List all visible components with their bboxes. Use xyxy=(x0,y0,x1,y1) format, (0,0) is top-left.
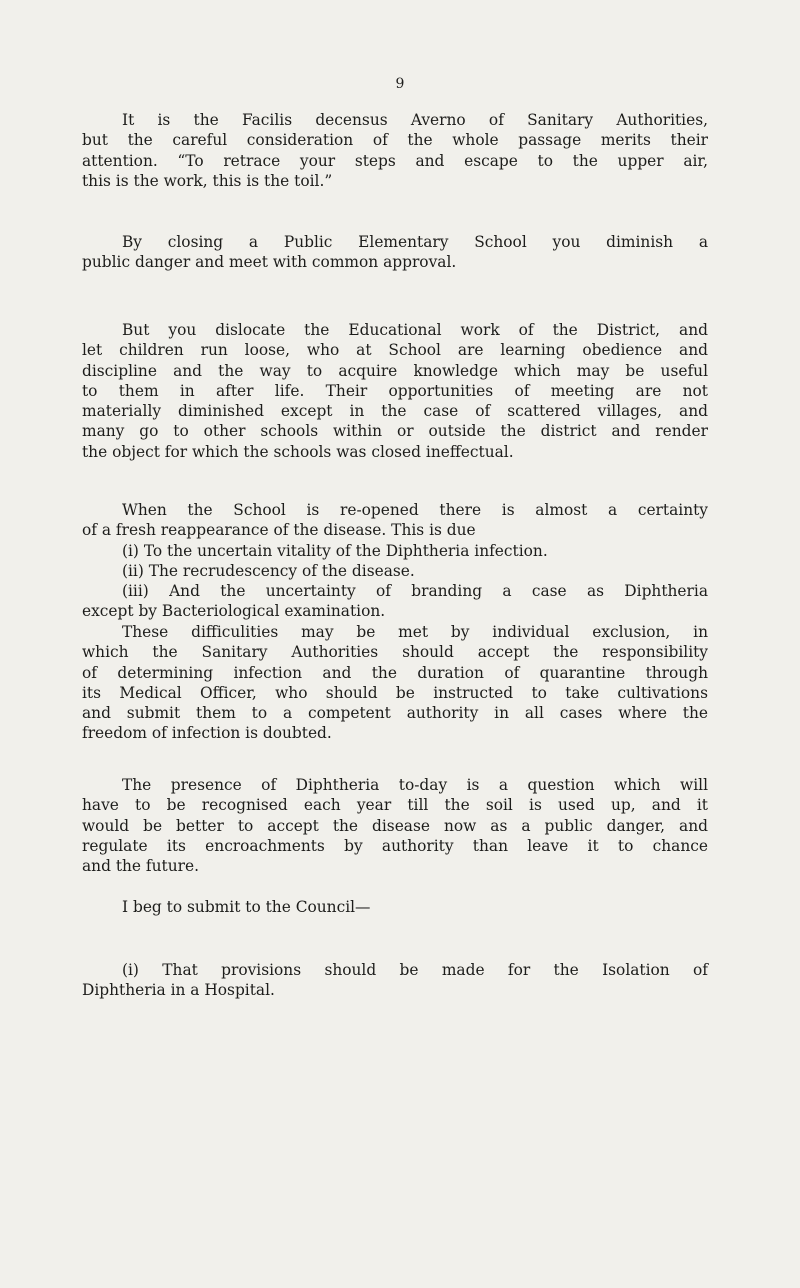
text-line: By closing a Public Elementary School you diminish a xyxy=(122,233,708,251)
list-item: (iii) And the uncertainty of branding a case as Diphtheria xyxy=(122,582,708,601)
text-line: many go to other schools within or outside the district and render xyxy=(82,422,708,441)
list-item: (ii) The recrudescency of the disease. xyxy=(122,561,415,580)
text-line: public danger and meet with common approval. xyxy=(82,253,457,272)
text-line: the object for which the schools was closed ineffectual. xyxy=(82,442,514,461)
text-line: materially diminished except in the case of scattered villages, and xyxy=(82,402,708,421)
list-item: (i) To the uncertain vitality of the Diphtheria infection. xyxy=(122,541,548,560)
text-line: attention. “To retrace your steps and escape to the upper air, xyxy=(82,151,708,170)
text-line: discipline and the way to acquire knowledge which may be useful xyxy=(82,361,708,380)
text-line: The presence of Diphtheria to-day is a question which will xyxy=(122,776,708,794)
text-line: regulate its encroachments by authority than leave it to chance xyxy=(82,836,708,855)
text-line: Diphtheria in a Hospital. xyxy=(82,981,275,1000)
paragraph-individual-exclusion xyxy=(82,622,708,744)
text-line: It is the Facilis decensus Averno of Sanitary Authorities, xyxy=(122,111,708,129)
paragraph-diphtheria-presence xyxy=(82,775,708,876)
text-line: this is the work, this is the toil.” xyxy=(82,171,333,190)
text-line: let children run loose, who at School are learning obedience and xyxy=(82,341,708,360)
text-line: except by Bacteriological examination. xyxy=(82,602,386,621)
text-line: When the School is re-opened there is almost a certainty xyxy=(122,501,708,519)
text-line: But you dislocate the Educational work of the District, and xyxy=(122,321,708,339)
paragraph-submit-council xyxy=(82,897,708,917)
text-line: of determining infection and the duration of quarantine through xyxy=(82,663,708,682)
page-number: 9 xyxy=(395,76,405,92)
text-line: which the Sanitary Authorities should accept the responsibility xyxy=(82,643,708,662)
text-line: and submit them to a competent authority in all cases where the xyxy=(82,704,708,723)
text-line: its Medical Officer, who should be instructed to take cultivations xyxy=(82,683,708,702)
text-line: and the future. xyxy=(82,857,199,876)
paragraph-dislocate-work xyxy=(82,320,708,462)
text-line: I beg to submit to the Council— xyxy=(122,898,371,916)
text-line: of a fresh reappearance of the disease. This is due xyxy=(82,521,476,540)
text-line: would be better to accept the disease now as a public danger, and xyxy=(82,816,708,835)
paragraph-facilis-decensus xyxy=(82,110,708,191)
text-line: These difficulities may be met by individual exclusion, in xyxy=(122,623,708,641)
text-line: but the careful consideration of the whole passage merits their xyxy=(82,131,708,150)
text-line: (i) That provisions should be made for the Isolation of xyxy=(122,961,708,979)
text-line: freedom of infection is doubted. xyxy=(82,724,332,743)
paragraph-closing-school xyxy=(82,232,708,273)
paragraph-recommendation-isolation xyxy=(82,960,708,1001)
text-line: to them in after life. Their opportunities of meeting are not xyxy=(82,381,708,400)
paragraph-reopened-school xyxy=(82,500,708,622)
text-line: have to be recognised each year till the soil is used up, and it xyxy=(82,796,708,815)
